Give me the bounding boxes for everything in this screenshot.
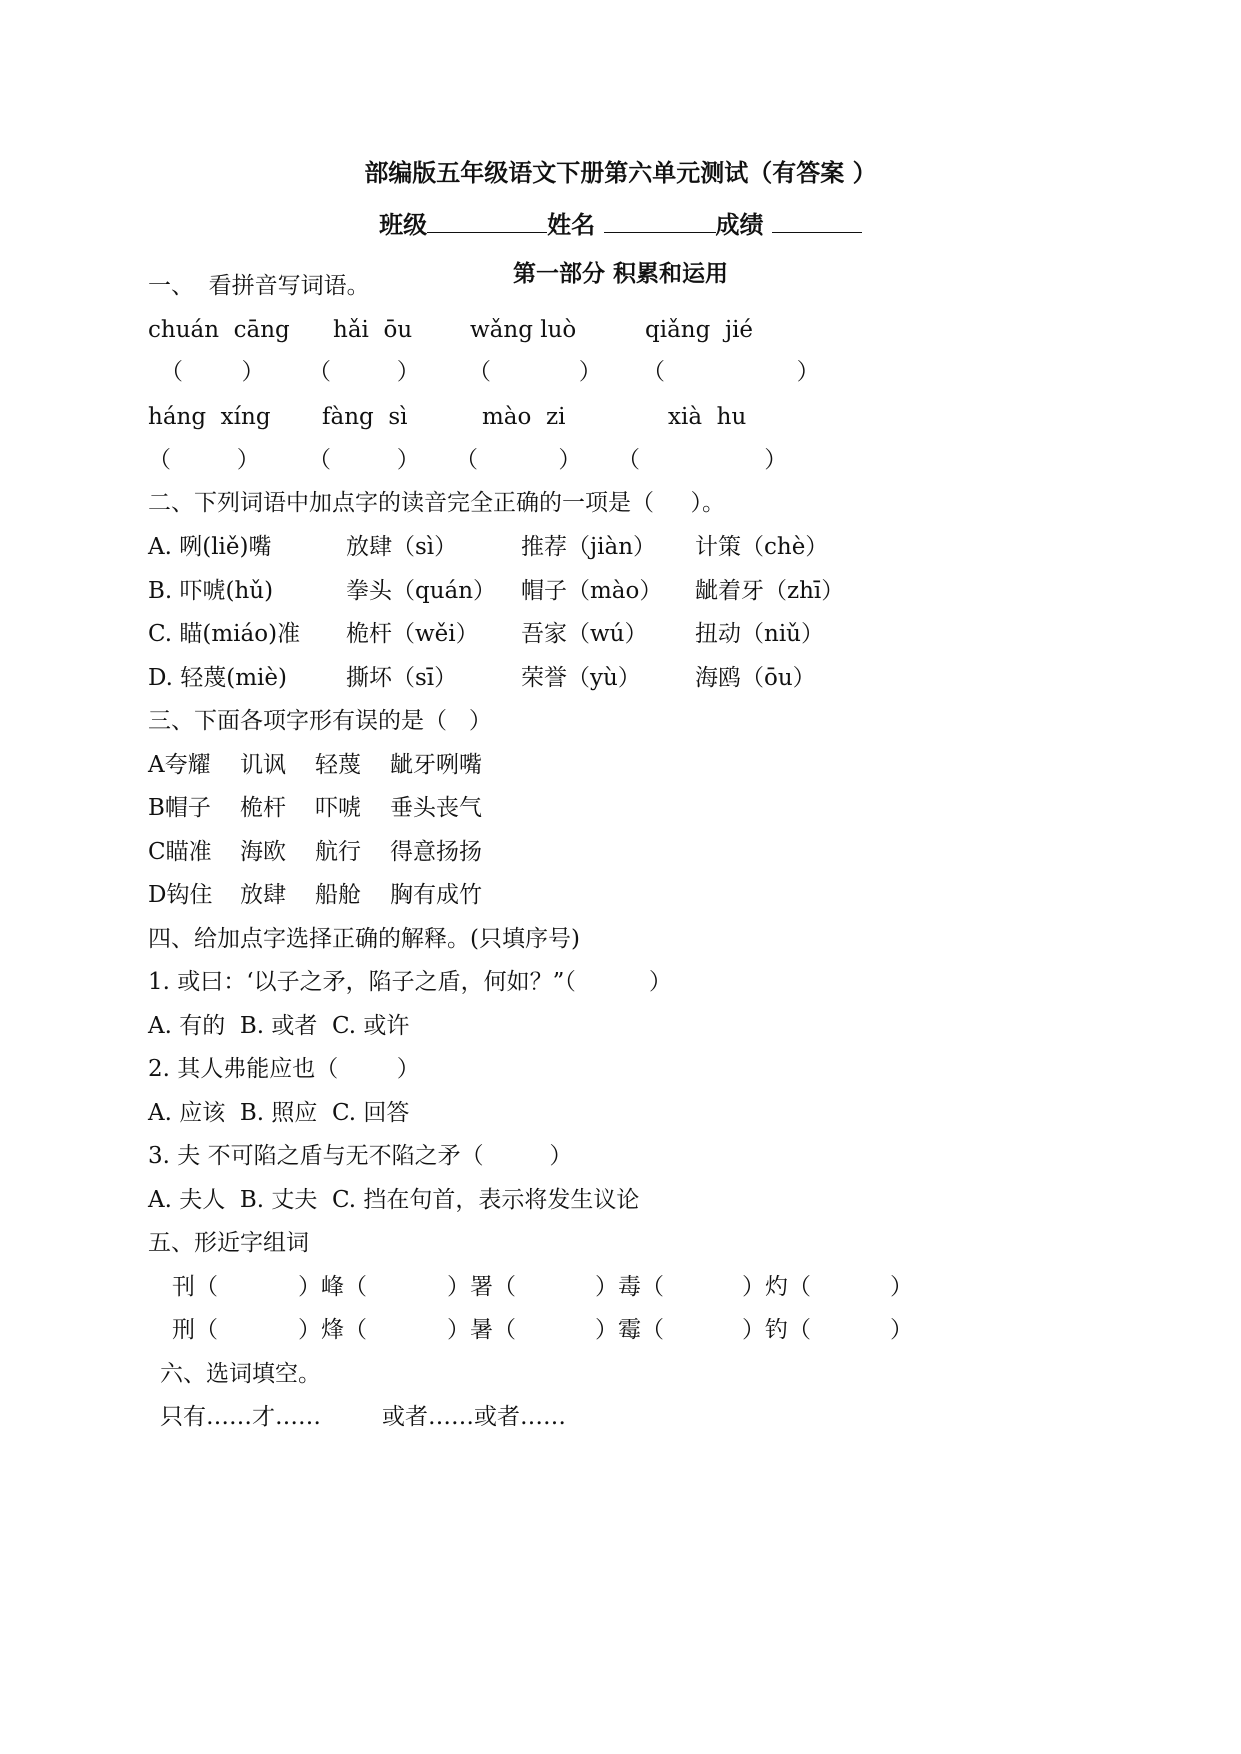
score-blank[interactable] (772, 210, 862, 233)
class-label: 班级 (379, 211, 428, 239)
pinyin-4: qiǎng jié (645, 317, 754, 343)
q6-heading: 六、选词填空。 (160, 1361, 321, 1387)
q3-option-b-2: 桅杆 (240, 795, 286, 821)
q2-option-a-2: 放肆（sì） (346, 534, 458, 560)
answer-paren[interactable]: （ ） (642, 359, 820, 385)
q5-r2-4: ）霉（ (595, 1317, 664, 1343)
part-title: 第一部分 积累和运用 (512, 261, 728, 287)
q5-heading: 五、形近字组词 (148, 1230, 309, 1256)
q5-r2-3: ）暑（ (447, 1317, 516, 1343)
q2-option-a-4: 计策（chè） (695, 534, 829, 560)
q2-option-b-4: 龇着牙（zhī） (695, 578, 845, 604)
name-blank[interactable] (604, 210, 716, 233)
q4-item-2-choices: A. 应该 B. 照应 C. 回答 (148, 1100, 410, 1126)
q5-r1-4: ）毒（ (595, 1274, 664, 1300)
q4-item-3-stem: 3. 夫 不可陷之盾与无不陷之矛（ ） (148, 1143, 573, 1169)
q2-option-b-3: 帽子（mào） (521, 578, 663, 604)
q6-word-1: 只有……才…… (160, 1404, 321, 1430)
q3-option-a-4: 龇牙咧嘴 (390, 752, 482, 778)
q3-option-c-2: 海欧 (240, 839, 286, 865)
answer-paren[interactable]: （ ） (617, 447, 788, 473)
q2-option-c-1: C. 瞄(miáo)准 (148, 621, 301, 647)
name-label: 姓名 (547, 211, 596, 239)
q2-option-d-2: 撕坏（sī） (346, 665, 458, 691)
answer-paren[interactable]: （ ） (308, 359, 420, 385)
q2-option-a-3: 推荐（jiàn） (521, 534, 657, 560)
answer-paren[interactable]: （ ） (308, 447, 420, 473)
q3-option-d-4: 胸有成竹 (390, 882, 482, 908)
class-blank[interactable] (427, 210, 547, 233)
q2-option-b-2: 拳头（quán） (346, 578, 497, 604)
q3-option-a-1: A夸耀 (148, 752, 211, 778)
q4-item-1-choices: A. 有的 B. 或者 C. 或许 (148, 1013, 410, 1039)
q2-option-c-4: 扭动（niǔ） (695, 621, 824, 647)
score-label: 成绩 (715, 211, 764, 239)
q3-option-d-3: 船舱 (315, 882, 361, 908)
q3-option-b-4: 垂头丧气 (390, 795, 482, 821)
q5-r2-1: 刑（ (172, 1317, 218, 1343)
pinyin-3: wǎng luò (470, 317, 577, 343)
pinyin-8: xià hu (668, 404, 747, 430)
answer-paren[interactable]: （ ） (455, 447, 582, 473)
q5-r1-5: ）灼（ (742, 1274, 811, 1300)
page-title: 部编版五年级语文下册第六单元测试（有答案 ） (364, 159, 877, 187)
q3-option-c-1: C瞄准 (148, 839, 212, 865)
pinyin-2: hǎi ōu (333, 317, 413, 343)
q3-option-b-3: 吓唬 (315, 795, 361, 821)
q3-option-b-1: B帽子 (148, 795, 211, 821)
q3-option-a-3: 轻蔑 (315, 752, 361, 778)
q2-option-d-3: 荣誉（yù） (521, 665, 641, 691)
q3-option-c-4: 得意扬扬 (390, 839, 482, 865)
q2-option-a-1: A. 咧(liě)嘴 (148, 534, 272, 560)
q5-r2-2: ）烽（ (298, 1317, 367, 1343)
q5-r1-3: ）署（ (447, 1274, 516, 1300)
student-info-line (0, 205, 1241, 240)
q2-option-c-3: 吾家（wú） (521, 621, 648, 647)
q3-option-c-3: 航行 (315, 839, 361, 865)
q5-r2-6: ） (890, 1317, 913, 1343)
q2-option-d-4: 海鸥（ōu） (695, 665, 816, 691)
q4-item-1-stem: 1. 或曰：‘以子之矛，陷子之盾，何如？”（ ） (148, 969, 672, 995)
q3-heading: 三、下面各项字形有误的是（ ） (148, 708, 492, 734)
q4-heading: 四、给加点字选择正确的解释。(只填序号) (148, 926, 580, 952)
pinyin-5: háng xíng (148, 404, 271, 430)
q2-option-c-2: 桅杆（wěi） (346, 621, 479, 647)
pinyin-7: mào zi (482, 404, 566, 430)
q4-item-2-stem: 2. 其人弗能应也（ ） (148, 1056, 420, 1082)
q5-r1-6: ） (890, 1274, 913, 1300)
q3-option-d-1: D钩住 (148, 882, 213, 908)
q3-option-d-2: 放肆 (240, 882, 286, 908)
q4-item-3-choices: A. 夫人 B. 丈夫 C. 挡在句首，表示将发生议论 (148, 1187, 640, 1213)
q6-word-2: 或者……或者…… (382, 1404, 566, 1430)
q2-heading: 二、下列词语中加点字的读音完全正确的一项是（ ）。 (148, 490, 726, 516)
q5-r1-2: ）峰（ (298, 1274, 367, 1300)
answer-paren[interactable]: （ ） (160, 359, 265, 385)
q1-heading: 一、 看拼音写词语。 (148, 273, 370, 299)
q5-r2-5: ）钓（ (742, 1317, 811, 1343)
pinyin-6: fàng sì (322, 404, 408, 430)
answer-paren[interactable]: （ ） (468, 359, 602, 385)
q5-r1-1: 刊（ (172, 1274, 218, 1300)
pinyin-1: chuán cāng (148, 317, 290, 343)
answer-paren[interactable]: （ ） (148, 447, 260, 473)
q2-option-b-1: B. 吓唬(hǔ) (148, 578, 274, 604)
q2-option-d-1: D. 轻蔑(miè) (148, 665, 287, 691)
q3-option-a-2: 讥讽 (240, 752, 286, 778)
